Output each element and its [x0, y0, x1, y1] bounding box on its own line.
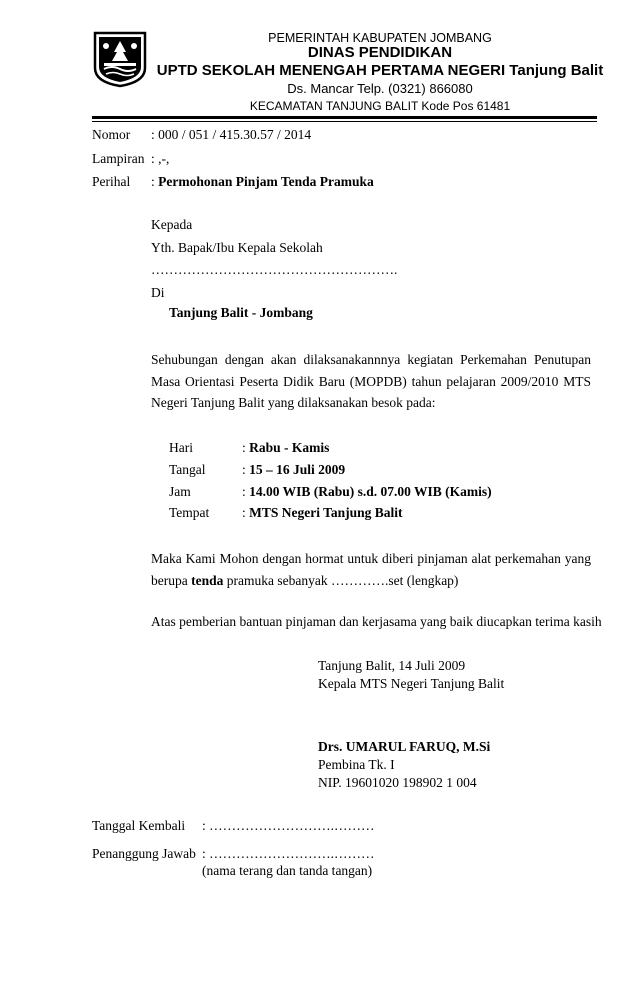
request-text-a: Maka Kami Mohon dengan hormat untuk diberi pinjaman alat perkemahan yang berupa — [151, 551, 591, 588]
letterhead-government: PEMERINTAH KABUPATEN JOMBANG — [268, 31, 492, 45]
event-value-hari — [242, 440, 329, 456]
lampiran-value: : ,-, — [151, 151, 170, 166]
event-colon: : — [242, 484, 250, 499]
event-tempat-text: MTS Negeri Tanjung Balit — [249, 505, 403, 520]
responsible-value: : ……………………….……… — [202, 846, 375, 861]
event-hari-text: Rabu - Kamis — [249, 440, 330, 455]
signature-name: Drs. UMARUL FARUQ, M.Si — [318, 739, 491, 754]
event-tanggal-text: 15 – 16 Juli 2009 — [249, 462, 346, 477]
event-jam-text: 14.00 WIB (Rabu) s.d. 07.00 WIB (Kamis) — [249, 484, 492, 499]
event-colon: : — [242, 440, 250, 455]
letterhead-department: DINAS PENDIDIKAN — [307, 44, 453, 61]
letterhead-thin-divider — [92, 121, 597, 122]
body-paragraph-intro: Sehubungan dengan akan dilaksanakannnya kegiatan Perkemahan Penutupan Masa Orientasi Peserta Didik Baru (MOPDB) tahun pelajaran 2009/2010 MTS Negeri Tanjung Balit yang dilaksanakan besok pada: — [151, 352, 591, 410]
signature-rank: Pembina Tk. I — [318, 757, 395, 772]
letterhead-school-name: UPTD SEKOLAH MENENGAH PERTAMA NEGERI Tanjung Balit — [156, 62, 604, 79]
request-text-bold: tenda — [191, 572, 224, 588]
letterhead-thick-divider — [92, 116, 597, 119]
event-value-tanggal — [242, 462, 345, 478]
nomor-value: : 000 / 051 / 415.30.57 / 2014 — [151, 127, 312, 142]
event-colon: : — [242, 462, 250, 477]
body-paragraph-thanks: Atas pemberian bantuan pinjaman dan kerjasama yang baik diucapkan terima kasih — [151, 614, 602, 629]
perihal-value-line — [151, 174, 374, 190]
perihal-colon: : — [151, 174, 159, 189]
perihal-label: Perihal — [92, 174, 131, 189]
signature-position: Kepala MTS Negeri Tanjung Balit — [318, 676, 505, 691]
return-date-value: : ……………………….……… — [202, 818, 375, 833]
recipient-kepada: Kepada — [151, 217, 193, 232]
perihal-value: Permohonan Pinjam Tenda Pramuka — [158, 174, 374, 189]
recipient-dots: ………………………………………………. — [151, 262, 398, 277]
event-colon: : — [242, 505, 250, 520]
nomor-label: Nomor — [92, 127, 131, 142]
letterhead-address: Ds. Mancar Telp. (0321) 866080 — [287, 81, 473, 96]
responsible-label: Penanggung Jawab — [92, 846, 196, 861]
body-paragraph-request — [151, 548, 591, 591]
request-text-b: pramuka sebanyak ………….set (lengkap) — [223, 572, 459, 588]
event-label-hari: Hari — [169, 440, 193, 455]
event-value-jam — [242, 484, 492, 500]
event-label-tanggal: Tangal — [169, 462, 206, 477]
event-label-tempat: Tempat — [169, 505, 210, 520]
event-label-jam: Jam — [169, 484, 191, 499]
recipient-yth: Yth. Bapak/Ibu Kepala Sekolah — [151, 240, 323, 255]
recipient-place: Tanjung Balit - Jombang — [169, 305, 313, 320]
responsible-note: (nama terang dan tanda tangan) — [202, 863, 373, 878]
letterhead-district: KECAMATAN TANJUNG BALIT Kode Pos 61481 — [249, 99, 511, 113]
signature-nip: NIP. 19601020 198902 1 004 — [318, 775, 477, 790]
signature-place-date: Tanjung Balit, 14 Juli 2009 — [318, 658, 466, 673]
lampiran-label: Lampiran — [92, 151, 145, 166]
return-date-label: Tanggal Kembali — [92, 818, 186, 833]
event-value-tempat — [242, 505, 403, 521]
recipient-di: Di — [151, 285, 165, 300]
